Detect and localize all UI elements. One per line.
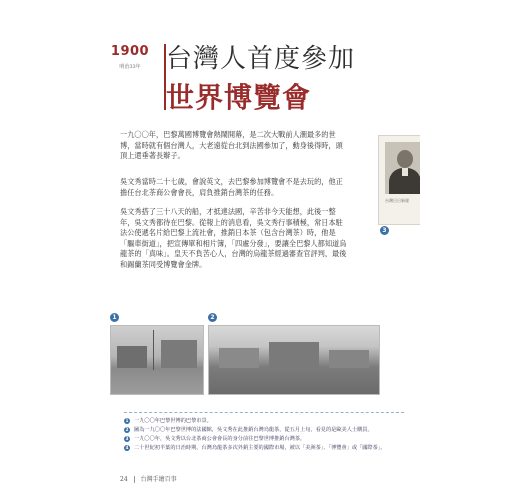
portrait-photo [385,142,425,194]
caption-text: 一九〇〇年巴黎世博的巴黎市景。 [134,418,212,424]
page [100,0,453,500]
year-block [110,44,150,70]
caption-badge: 2 [125,427,129,432]
page-title-line2: 世界博覽會 [166,81,312,114]
page-number: 24 [120,476,128,483]
photo-paris-street [110,325,204,395]
caption-text: 圖為一九〇〇年巴黎世博的法國館，吳文秀在此推銷台灣烏龍茶，從五月上旬，看見的是歐美人士購買。 [134,427,373,433]
body-paragraph-3: 吳文秀搭了三十八天的船，才抵達法國，辛苦非今天能想，此後一整年，吳文秀都待在巴黎。從報上的消息看，吳文秀行事積極，常日本駐法公使遞名片給巴黎上流社會，推銷日本茶（包含台灣茶）時，他是「驅車街道」，把宣傳單和相片簿，「四處分發」，要讓全巴黎人都知道烏龍茶的「真味」。皇天不負苦心人，台灣的烏龍茶經過審查官評判，最後和錫蘭茶同受博覽會金牌。 [120,207,347,269]
caption-item [124,435,404,444]
caption-text: 二十世紀初半葉的日治時期，台灣烏龍茶多次外銷主要的國際市場，被以「美洲茶」、「博覽會」或「國際茶」。 [134,445,386,451]
portrait-caption-lower: 台灣日日新報 [385,198,409,203]
photo-1-badge: 1 [110,313,119,322]
body-paragraph-2: 吳文秀當時二十七歲，會說英文，去巴黎參加博覽會不是去玩的，他正擔任台北茶商公會會長，肩負推銷台灣茶的任務。 [120,177,343,197]
body-paragraph-1: 一九〇〇年，巴黎萬國博覽會熱鬧開幕，是二次大戰前人潮最多的世博，當時就有個台灣人，大老遠從台北到法國參加了，動身後得時，頭頂上還垂著長辮子。 [120,130,343,160]
portrait-caption-side: 吳文秀攝於台北茶商公會會長任內 [447,140,453,215]
caption-item [124,426,404,435]
caption-badge: 3 [125,436,129,441]
portrait-badge: 3 [380,226,389,235]
caption-list [124,412,404,453]
page-title-line1: 台灣人首度參加 [166,44,356,74]
caption-text: 一九〇〇年，吳文秀以台北茶商公會會長的身分前往巴黎世博推銷台灣茶。 [134,436,306,442]
photo-expo-pavilion [208,325,380,395]
portrait-figure [378,135,458,225]
caption-badge: 4 [125,445,129,450]
page-footer [120,474,177,483]
book-title: 台灣手繪百事 [140,476,177,483]
photo-2-badge: 2 [208,313,217,322]
caption-item [124,444,404,453]
caption-badge: 1 [125,418,129,423]
caption-item [124,417,404,426]
year-label: 1900 [110,44,150,59]
era-label: 明治33年 [119,64,141,70]
